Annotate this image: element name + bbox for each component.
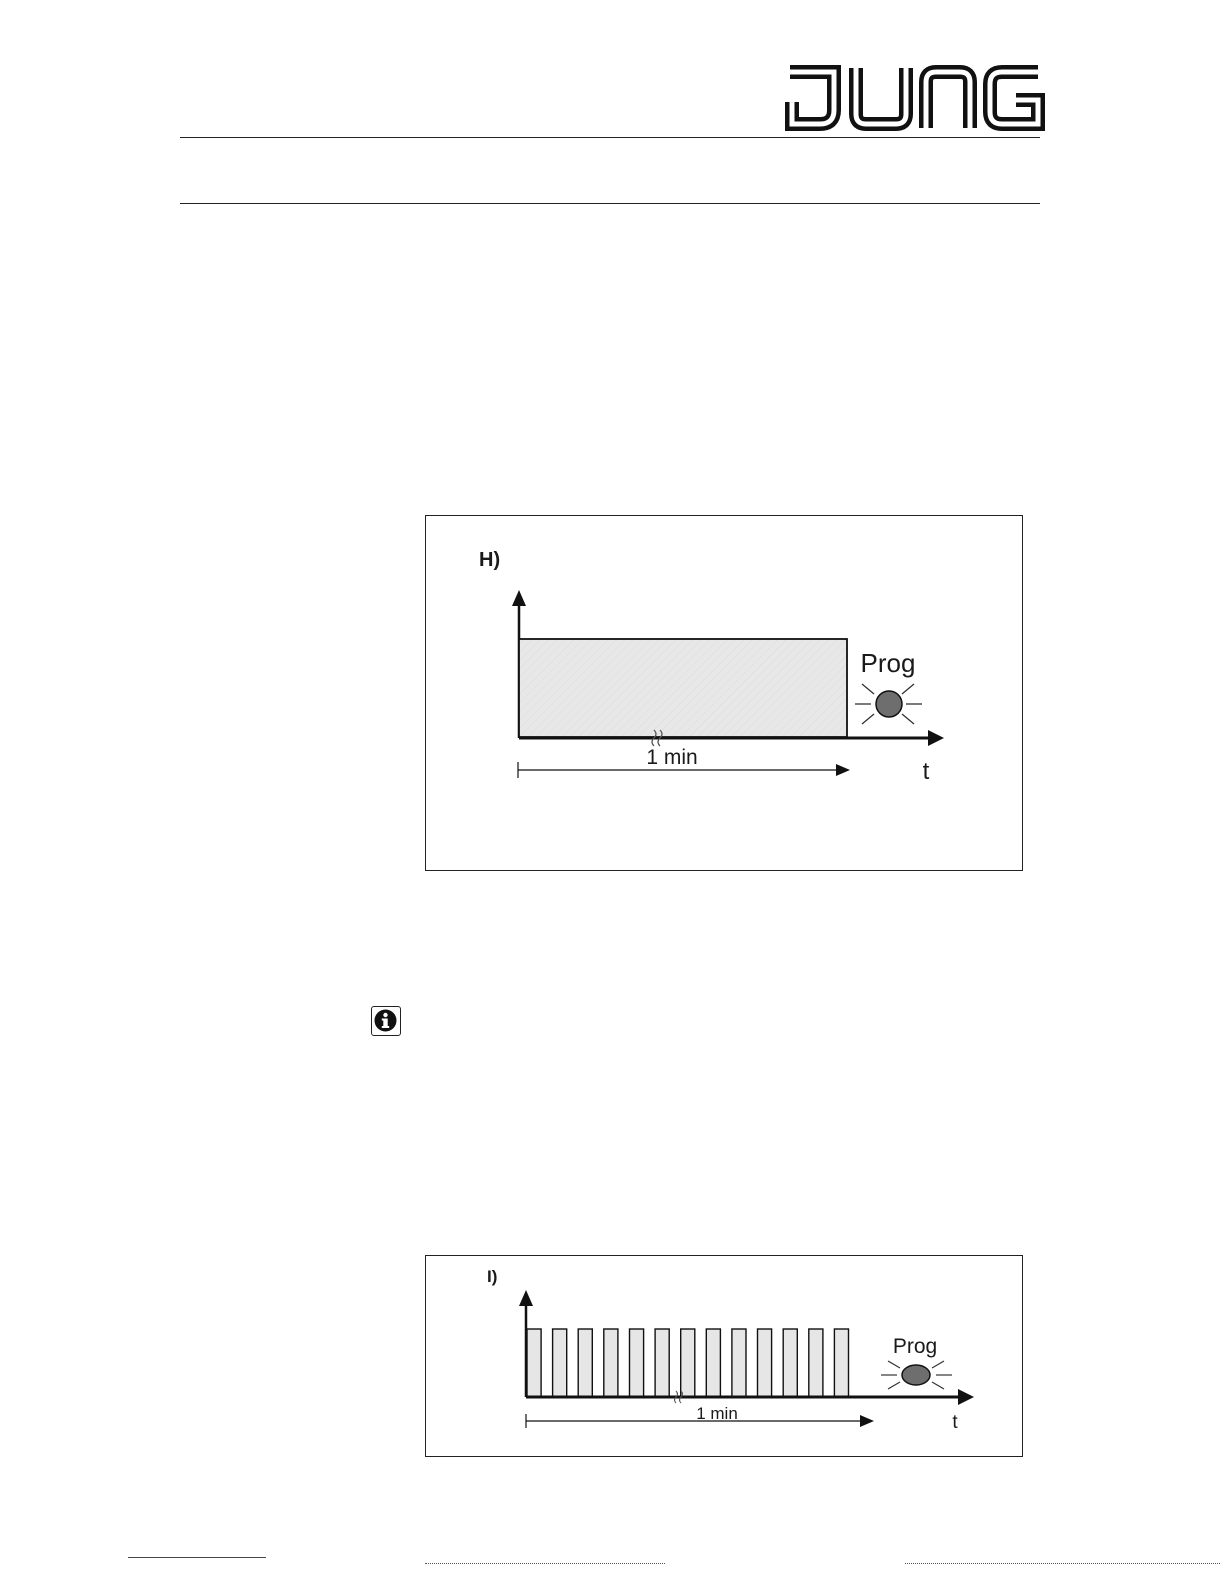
figure-h-time-label: t xyxy=(922,758,930,785)
figure-i-pulse xyxy=(681,1329,695,1397)
figure-h-led-label: Prog xyxy=(860,648,916,678)
figure-i-time-label: t xyxy=(952,1412,958,1433)
figure-i-diagram xyxy=(426,1256,1022,1456)
figure-i-pulse xyxy=(758,1329,772,1397)
figure-i-x-arrow xyxy=(958,1389,974,1405)
info-icon-glyph xyxy=(372,1007,399,1034)
figure-i-pulses xyxy=(527,1329,849,1397)
footer-link-underline xyxy=(128,1557,266,1558)
figure-i-y-arrow xyxy=(519,1290,533,1306)
figure-i-pulse xyxy=(655,1329,669,1397)
figure-i-duration-arrow xyxy=(860,1415,874,1427)
figure-h-x-arrow xyxy=(928,730,944,746)
figure-h-frame xyxy=(425,515,1023,871)
figure-i-pulse xyxy=(630,1329,644,1397)
figure-h-duration-label: 1 min xyxy=(646,746,698,769)
figure-i-pulse xyxy=(604,1329,618,1397)
figure-i-pulse xyxy=(783,1329,797,1397)
figure-i-frame xyxy=(425,1255,1023,1457)
figure-i-pulse xyxy=(834,1329,848,1397)
figure-i-pulse xyxy=(732,1329,746,1397)
footer-rule-left xyxy=(425,1563,665,1564)
figure-h-duration-arrow xyxy=(836,764,850,776)
info-icon xyxy=(371,1006,401,1036)
figure-h-y-arrow xyxy=(512,590,526,606)
figure-i-pulse xyxy=(553,1329,567,1397)
figure-h-led xyxy=(876,691,902,717)
figure-i-led xyxy=(902,1365,930,1385)
figure-i-pulse xyxy=(527,1329,541,1397)
footer-rule-right xyxy=(905,1563,1220,1564)
figure-i-pulse xyxy=(809,1329,823,1397)
figure-i-led-label: Prog xyxy=(892,1335,938,1358)
header-rule-bottom xyxy=(180,203,1040,204)
figure-i-pulse xyxy=(578,1329,592,1397)
header-rule-top xyxy=(180,137,1040,138)
figure-h-diagram xyxy=(426,516,1022,870)
figure-i-label: I) xyxy=(487,1267,498,1286)
figure-i-duration-label: 1 min xyxy=(696,1404,738,1423)
figure-h-signal-block xyxy=(519,639,847,737)
figure-i-pulse xyxy=(706,1329,720,1397)
figure-h-label: H) xyxy=(479,549,501,571)
jung-logo xyxy=(784,64,1048,132)
